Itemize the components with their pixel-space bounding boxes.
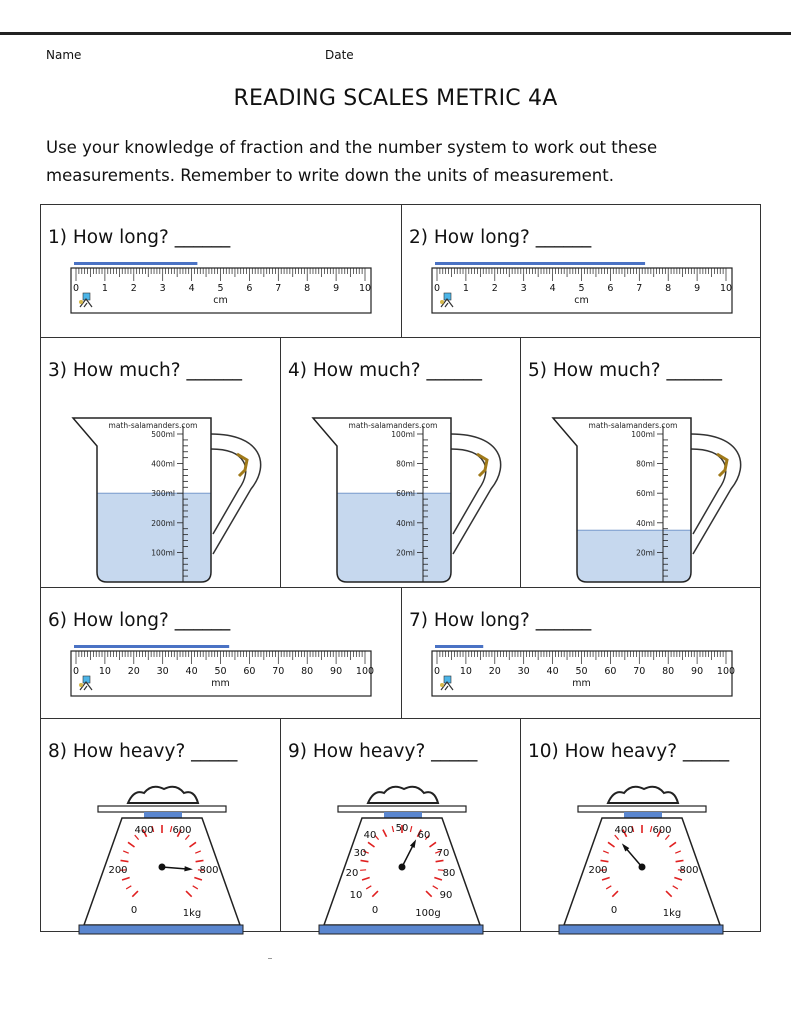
weighing-scale [558,775,724,935]
ruler-tick-label: 50 [214,666,227,677]
question-cell [521,719,761,932]
ruler-tick-label: 1 [101,283,108,294]
dial-label: 600 [172,825,192,836]
ruler-tick-label: 90 [330,666,343,677]
jug-scale-label: 100ml [151,548,175,558]
ruler-tick-label: 3 [159,283,166,294]
ruler-tick-label: 40 [185,666,198,677]
jug-scale-label: 400ml [151,459,175,469]
dial-label: 800 [199,865,219,876]
ruler-tick-label: 8 [304,283,311,294]
question-cell [41,205,402,338]
scale-stem [384,812,422,818]
question-cell [521,338,761,588]
dial-label: 50 [395,823,409,834]
jug-scale-label: 80ml [396,459,415,469]
dial-label: 70 [436,848,450,859]
dial-label: 800 [679,865,699,876]
date-label: Date [325,48,354,62]
jug-handle-inner [211,449,246,534]
scale-tray [98,806,226,812]
dial-label: 100g [415,908,441,919]
ruler-tick-label: 20 [488,666,501,677]
dial-label: 80 [442,868,456,879]
question-text: 5) How much? ______ [528,360,722,381]
ruler-tick-label: 1 [462,283,469,294]
dial-label: 30 [353,848,367,859]
jug-scale-label: 100ml [391,430,415,439]
liquid-fill [337,493,451,582]
scale-base [319,925,483,934]
ruler-tick-label: 80 [662,666,675,677]
ruler-unit-label: mm [211,678,230,689]
jug-handle-inner [451,449,486,534]
ruler-tick-label: 0 [72,283,80,294]
jug-scale-label: 60ml [396,489,415,499]
salamander-logo-head [79,300,83,304]
ruler-tick-label: 100 [716,666,736,677]
page-mark [268,958,272,959]
scale-tray [578,806,706,812]
jug-scale-label: 100ml [631,430,655,439]
dial-label: 400 [134,825,154,836]
scale-weight-object [368,787,438,803]
question-cell [41,719,281,932]
ruler-tick-label: 80 [301,666,314,677]
jug-scale-label: 40ml [396,518,415,528]
dial-label: 400 [614,825,634,836]
dial-hub [639,864,646,871]
measured-length-bar [435,645,483,648]
weighing-scale [318,775,484,935]
ruler-tick-label: 0 [433,283,441,294]
dial-label: 0 [610,905,618,916]
jug-scale-label: 200ml [151,518,175,528]
salamander-logo-head [440,300,444,304]
scale-stem [624,812,662,818]
dial-label: 0 [130,905,138,916]
measured-length-bar [74,645,229,648]
ruler-tick-label: 10 [719,283,733,294]
weighing-scale [78,775,244,935]
question-text: 3) How much? ______ [48,360,242,381]
measuring-jug [71,404,271,604]
ruler-tick-label: 40 [546,666,559,677]
top-rule [0,32,791,35]
worksheet-title: READING SCALES METRIC 4A [233,86,558,111]
question-text: 9) How heavy? _____ [288,741,478,762]
question-grid [40,204,761,932]
ruler-tick-label: 7 [275,283,282,294]
ruler-tick-label: 6 [246,283,253,294]
ruler [432,262,732,322]
question-text: 10) How heavy? _____ [528,741,730,762]
scale-weight-object [608,787,678,803]
dial-label: 0 [371,905,379,916]
ruler-tick-label: 100 [355,666,375,677]
dial-label: 20 [345,868,359,879]
question-cell [281,719,521,932]
ruler [71,645,375,705]
dial-label: 90 [439,890,453,901]
ruler-tick-label: 30 [517,666,530,677]
ruler-tick-label: 0 [72,666,80,677]
ruler-tick-label: 0 [433,666,441,677]
question-text: 4) How much? ______ [288,360,482,381]
ruler-tick-label: 9 [333,283,340,294]
ruler [432,645,736,705]
jug-brand-text: math-salamanders.com [108,421,198,430]
ruler-unit-label: cm [574,295,589,306]
ruler-tick-label: 70 [633,666,646,677]
ruler-tick-label: 3 [520,283,527,294]
ruler-tick-label: 8 [665,283,672,294]
question-text: 1) How long? ______ [48,227,231,248]
jug-scale-label: 300ml [151,489,175,499]
question-text: 7) How long? ______ [409,610,592,631]
measuring-jug [311,404,511,604]
ruler-tick-label: 7 [636,283,643,294]
ruler-tick-label: 6 [607,283,614,294]
ruler-tick-label: 9 [694,283,701,294]
dial-label: 600 [652,825,672,836]
ruler-tick-label: 5 [578,283,585,294]
jug-scale-label: 80ml [636,459,655,469]
jug-brand-text: math-salamanders.com [588,421,678,430]
name-label: Name [46,48,82,62]
question-cell [281,338,521,588]
instructions: Use your knowledge of fraction and the number system to work out these measurements. Remember to write down the units of measurement. [46,138,658,185]
measured-length-bar [74,262,197,265]
question-text: 6) How long? ______ [48,610,231,631]
ruler-tick-label: 4 [549,283,556,294]
ruler-tick-label: 70 [272,666,285,677]
ruler-tick-label: 4 [188,283,195,294]
ruler-tick-label: 5 [217,283,224,294]
jug-scale-label: 20ml [396,548,415,558]
ruler-tick-label: 20 [127,666,140,677]
jug-handle-inner [691,449,726,534]
liquid-fill [577,530,691,582]
jug-scale-label: 40ml [636,518,655,528]
ruler-tick-label: 2 [491,283,498,294]
ruler-tick-label: 2 [130,283,137,294]
question-cell [402,205,761,338]
dial-hub [399,864,406,871]
liquid-fill [97,493,211,582]
jug-scale-label: 500ml [151,430,175,439]
ruler-tick-label: 10 [358,283,372,294]
ruler-tick-label: 30 [156,666,169,677]
scale-stem [144,812,182,818]
dial-label: 10 [349,890,363,901]
question-text: 2) How long? ______ [409,227,592,248]
question-cell [402,588,761,719]
ruler-tick-label: 10 [459,666,472,677]
ruler-unit-label: mm [572,678,591,689]
dial-label: 200 [108,865,128,876]
ruler-tick-label: 10 [98,666,111,677]
jug-scale-label: 60ml [636,489,655,499]
salamander-logo-head [79,683,83,687]
ruler-tick-label: 50 [575,666,588,677]
scale-tray [338,806,466,812]
dial-hub [159,864,166,871]
dial-label: 1kg [182,908,202,919]
dial-label: 1kg [662,908,682,919]
question-cell [41,338,281,588]
question-text: 8) How heavy? _____ [48,741,238,762]
dial-label: 40 [363,830,377,841]
dial-label: 60 [417,830,431,841]
ruler-tick-label: 60 [604,666,617,677]
jug-brand-text: math-salamanders.com [348,421,438,430]
jug-scale-label: 20ml [636,548,655,558]
measured-length-bar [435,262,645,265]
question-cell [41,588,402,719]
scale-base [79,925,243,934]
scale-base [559,925,723,934]
ruler-tick-label: 60 [243,666,256,677]
dial-label: 200 [588,865,608,876]
salamander-logo-head [440,683,444,687]
scale-weight-object [128,787,198,803]
ruler-tick-label: 90 [691,666,704,677]
measuring-jug [551,404,751,604]
ruler-unit-label: cm [213,295,228,306]
ruler [71,262,371,322]
